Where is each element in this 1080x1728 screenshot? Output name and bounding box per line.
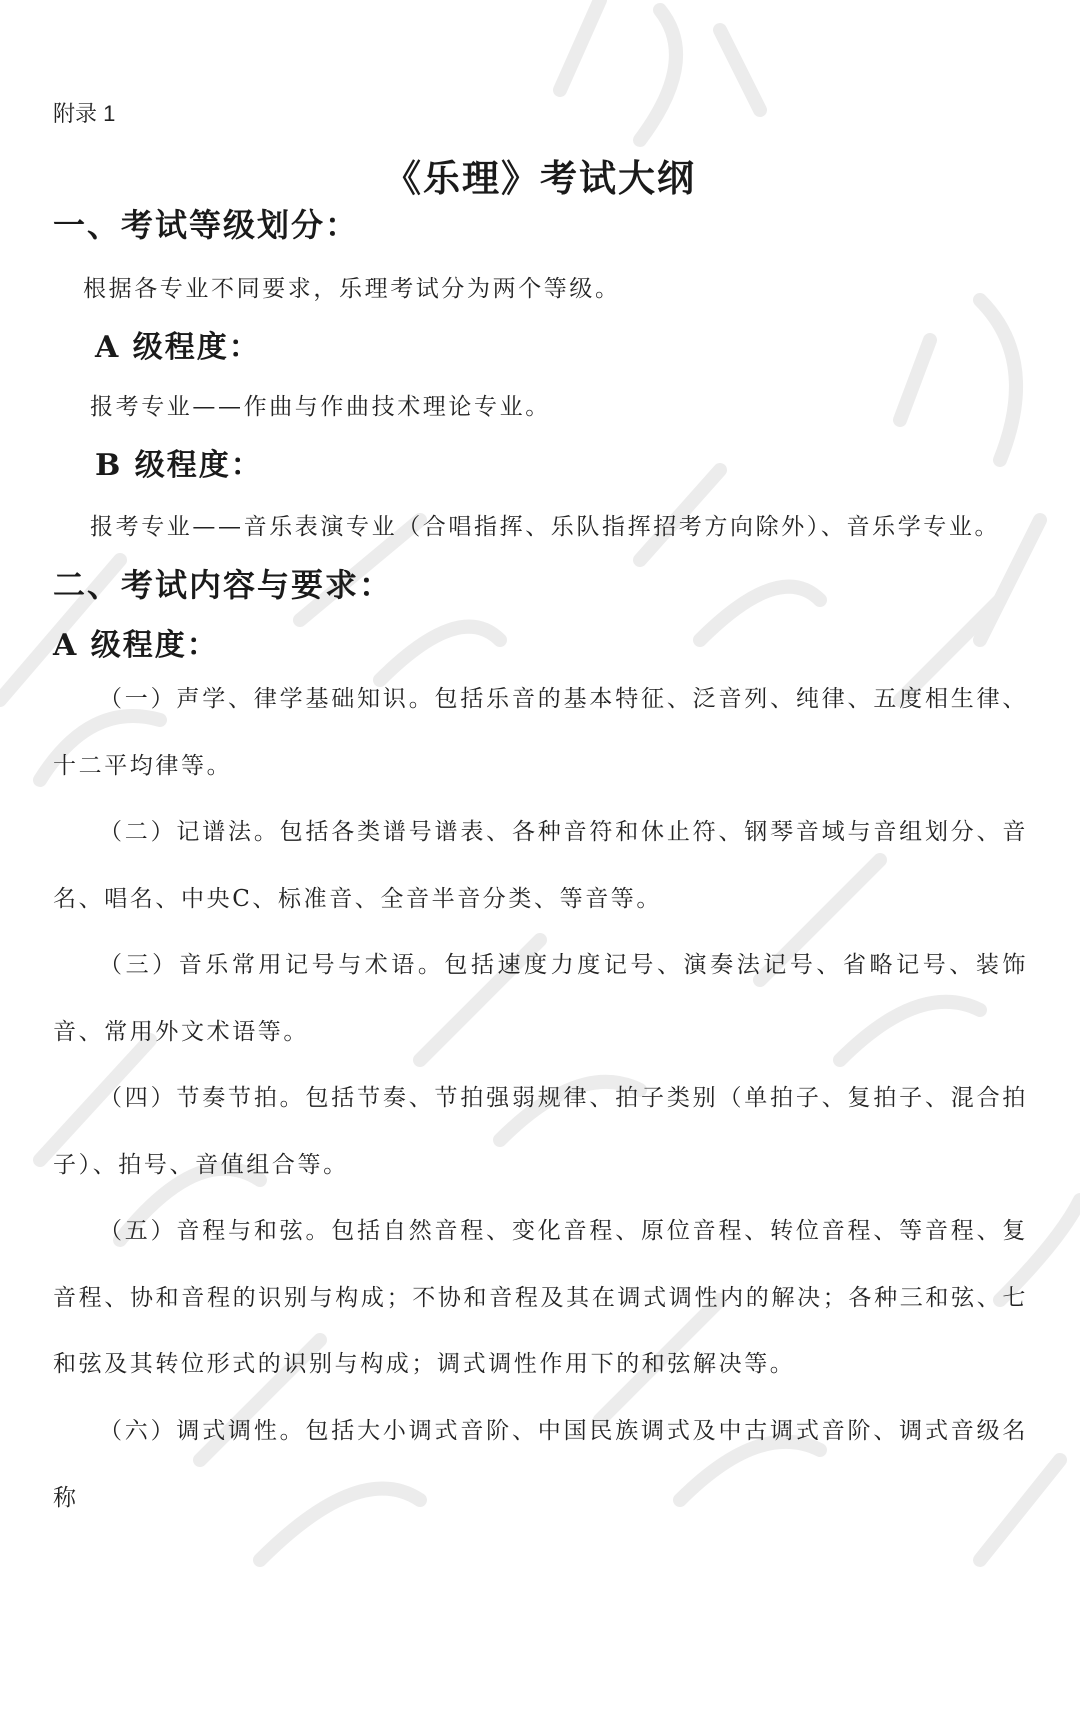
level-a-heading: A 级程度：	[95, 330, 261, 365]
content-item-4: （四）节奏节拍。包括节奏、节拍强弱规律、拍子类别（单拍子、复拍子、混合拍子）、拍号、音值组合等。	[53, 1085, 1028, 1178]
document-title: 《乐理》考试大纲	[384, 156, 696, 200]
content-item-2: （二）记谱法。包括各类谱号谱表、各种音符和休止符、钢琴音域与音组划分、音名、唱名、中央C、标准音、全音半音分类、等音等。	[53, 819, 1028, 912]
content-item-6: （六）调式调性。包括大小调式音阶、中国民族调式及中古调式音阶、调式音级名称	[53, 1418, 1028, 1511]
content-item-5: （五）音程与和弦。包括自然音程、变化音程、原位音程、转位音程、等音程、复音程、协和音程的识别与构成；不协和音程及其在调式调性内的解决；各种三和弦、七和弦及其转位形式的识别与构成；调式调性作用下的和弦解决等。	[53, 1218, 1028, 1377]
content-item-1: （一）声学、律学基础知识。包括乐音的基本特征、泛音列、纯律、五度相生律、十二平均律等。	[53, 686, 1028, 779]
level-a-text: 报考专业——作曲与作曲技术理论专业。	[90, 394, 551, 420]
level-b-heading: B 级程度：	[95, 448, 263, 483]
level-b-text: 报考专业——音乐表演专业（合唱指挥、乐队指挥招考方向除外）、音乐学专业。	[90, 514, 1001, 540]
section-2-level-a-heading: A 级程度：	[53, 628, 219, 663]
appendix-label: 附录 1	[53, 101, 116, 126]
section-1-heading: 一、考试等级划分：	[53, 206, 360, 244]
section-1-intro: 根据各专业不同要求，乐理考试分为两个等级。	[83, 276, 621, 302]
section-2-heading: 二、考试内容与要求：	[53, 566, 394, 604]
content-item-3: （三）音乐常用记号与术语。包括速度力度记号、演奏法记号、省略记号、装饰音、常用外文术语等。	[53, 952, 1028, 1045]
